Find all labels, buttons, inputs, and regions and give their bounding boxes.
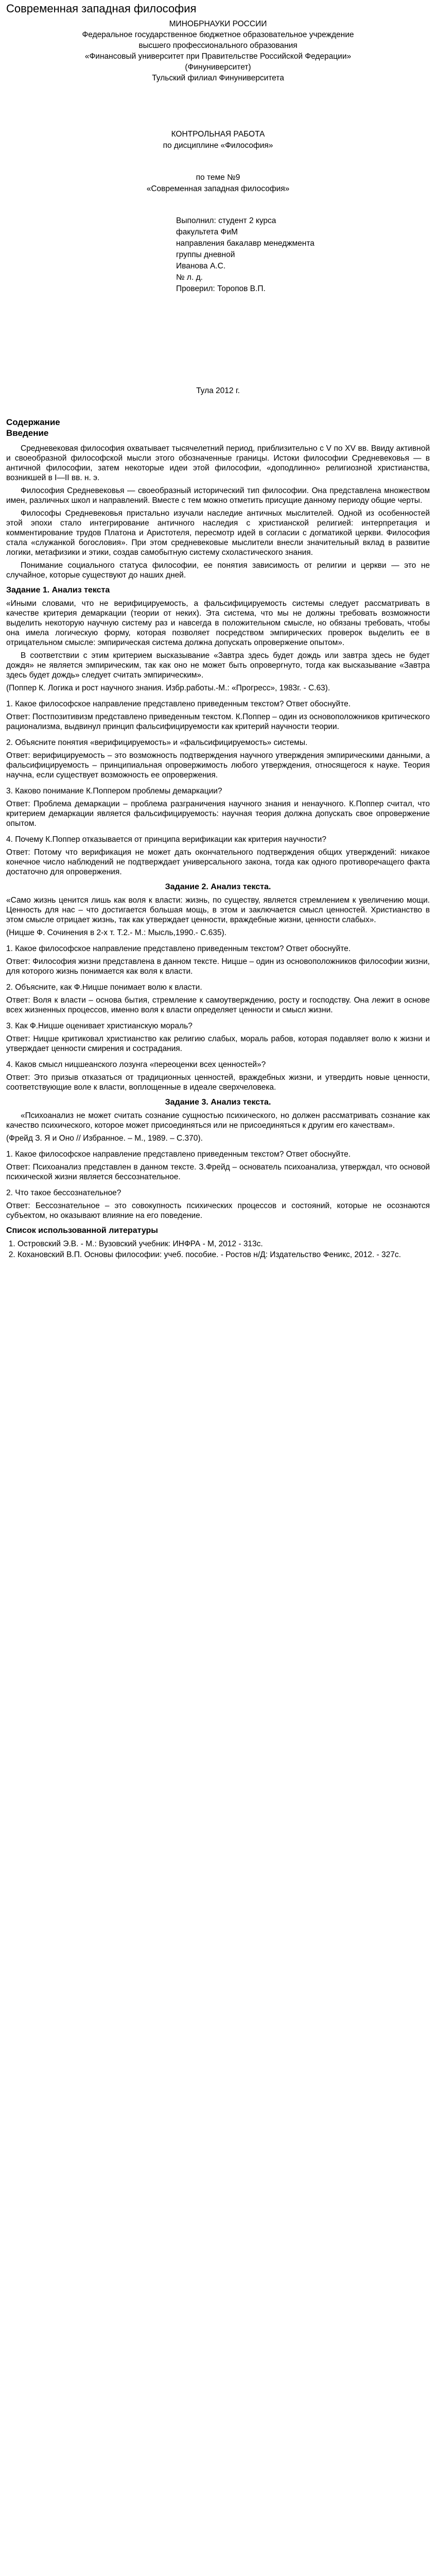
intro-heading: Введение <box>6 428 49 438</box>
student-line: № л. д. <box>176 273 203 282</box>
quote-paragraph: «Иными словами, что не верифицируемость, а фальсифицируемость системы следует рассматривать в качестве критерия демаркации (теории от неких). Эта система, что мы не должны требовать возможности выделить некоторую научную систему раз и навсегда в положительном смысле, но обязаны требовать, чтобы она имела логическую форму, которая позволяет посредством эмпирических проверок выделить ее в отрицательном смысле: эмпирическая система должна допускать опровержение опытом». <box>6 599 430 647</box>
answer: Ответ: Постпозитивизм представлено приведенным текстом. К.Поппер – один из основоположников критического рационализма, выдвинул принцип фальсифицируемости как критерий научности теории. <box>6 713 430 731</box>
document-title: Современная западная философия <box>6 2 197 15</box>
question: 4. Почему К.Поппер отказывается от принципа верификации как критерия научности? <box>6 835 326 844</box>
answer: Ответ: верифицируемость – это возможность подтверждения научного утверждения эмпирическими данными, а фальсифицируемость – принципиальная опровержимость любого утверждения, относящегося к науке. Теория научна, если существует возможность ее опровержения. <box>6 751 430 779</box>
title-page <box>6 19 430 417</box>
student-line: Выполнил: студент 2 курса <box>176 216 276 225</box>
answer: Ответ: Проблема демаркации – проблема разграничения научного знания и ненаучного. К.Поппер считал, что критерием демаркации является фальсифицируемость: научная теория должна допускать свое опровержение опытом. <box>6 800 430 828</box>
paragraph: Философия Средневековья — своеобразный исторический тип философии. Она представлена множеством имен, различных школ и направлений. Вместе с тем можно отметить присущие данному периоду общие черты. <box>6 486 430 505</box>
answer: Ответ: Потому что верификация не может дать окончательного подтверждения общих утверждений: никакое конечное число наблюдений не подтверждает универсального закона, тогда как одного противоречащего факта достаточно для опровержения. <box>6 848 430 876</box>
citation: (Поппер К. Логика и рост научного знания. Избр.работы.-М.: «Прогресс», 1983г. - С.63). <box>6 684 330 692</box>
paragraph: Средневековая философия охватывает тысячелетний период, приблизительно с V по XV вв. Ввиду активной и своеобразной философской мысли этого обозначенные границы. Истоки философии Средневековья — в античной философии, затем некоторые идеи этой философии, «доподлинно» религиозной христианства, возникшей в I—II вв. н. э. <box>6 444 430 482</box>
student-line: факультета ФиМ <box>176 228 238 236</box>
contents-heading: Содержание <box>6 417 60 427</box>
answer: Ответ: Психоанализ представлен в данном тексте. З.Фрейд – основатель психоанализа, утверждал, что основой психической жизни является бессознательное. <box>6 1163 430 1181</box>
task3-heading: Задание 3. Анализ текста. <box>165 1098 271 1107</box>
institution-line: высшего профессионального образования <box>138 41 298 50</box>
question: 1. Какое философское направление представлено приведенным текстом? Ответ обоснуйте. <box>6 1150 351 1159</box>
references-list <box>6 1239 430 1260</box>
question: 2. Объясните, как Ф.Ницше понимает волю к власти. <box>6 983 202 992</box>
institution-line: «Финансовый университет при Правительстве Российской Федерации» <box>84 52 352 61</box>
reference-item: 2. Кохановский В.П. Основы философии: учеб. пособие. - Ростов н/Д: Издательство Феникс, 2012. - 327с. <box>18 1250 430 1260</box>
question: 1. Какое философское направление представлено приведенным текстом? Ответ обоснуйте. <box>6 700 351 708</box>
citation: (Фрейд З. Я и Оно // Избранное. – М., 1989. – С.370). <box>6 1134 203 1143</box>
ministry-line: МИНОБРНАУКИ РОССИИ <box>169 20 267 28</box>
answer: Ответ: Бессознательное – это совокупность психических процессов и состояний, которые не осознаются субъектом, но оказывают влияние на его поведение. <box>6 1201 430 1220</box>
institution-line: Тульский филиал Финуниверситета <box>152 74 284 82</box>
paragraph: Философы Средневековья пристально изучали наследие античных мыслителей. Одной из особенностей этой эпохи стало интегрирование античного наследия с христианской религией: интерпретация и комментирование трудов Платона и Аристотеля, пересмотр идей в согласии с догматикой церкви. Философия стала «служанкой богословия». При этом средневековые мыслители внесли значительный вклад в развитие логики, метафизики и этики, создав самобытную систему схоластического знания. <box>6 509 430 557</box>
work-type: КОНТРОЛЬНАЯ РАБОТА <box>171 130 265 139</box>
topic-number: по теме №9 <box>196 173 240 182</box>
student-line: группы дневной <box>176 250 235 259</box>
question: 2. Объясните понятия «верифицируемость» и «фальсифицируемость» системы. <box>6 738 308 747</box>
student-line: направления бакалавр менеджмента <box>176 239 315 248</box>
institution-line: (Финуниверситет) <box>185 63 251 72</box>
question: 1. Какое философское направление представлено приведенным текстом? Ответ обоснуйте. <box>6 944 351 953</box>
document-body <box>6 417 430 1260</box>
question: 3. Как Ф.Ницше оценивает христианскую мораль? <box>6 1022 193 1030</box>
answer: Ответ: Это призыв отказаться от традиционных ценностей, враждебных жизни, и утвердить новые ценности, соответствующие воле к власти, воплощенные в идеале сверхчеловека. <box>6 1073 430 1092</box>
discipline: по дисциплине «Философия» <box>163 141 273 150</box>
reference-item: 1. Островский Э.В. - М.: Вузовский учебник: ИНФРА - М, 2012 - 313с. <box>18 1239 430 1249</box>
question: 4. Каков смысл ницшеанского лозунга «переоценки всех ценностей»? <box>6 1060 266 1069</box>
question: 3. Каково понимание К.Поппером проблемы демаркации? <box>6 787 222 795</box>
student-info <box>6 215 430 295</box>
answer: Ответ: Ницше критиковал христианство как религию слабых, мораль рабов, которая подавляет волю к жизни и утверждает ценности смирения и сострадания. <box>6 1035 430 1053</box>
student-line: Иванова А.С. <box>176 262 226 270</box>
answer: Ответ: Философия жизни представлена в данном тексте. Ницше – один из основоположников философии жизни, для которого жизнь понимается как воля к власти. <box>6 957 430 976</box>
city-year: Тула 2012 г. <box>196 386 240 395</box>
quote-paragraph: «Психоанализ не может считать сознание сущностью психического, но должен рассматривать сознание как качество психического, которое может присоединяться или не присоединяться к другим его качествам». <box>6 1111 430 1130</box>
student-line: Проверил: Торопов В.П. <box>176 284 266 293</box>
references-heading: Список использованной литературы <box>6 1226 158 1235</box>
task2-heading: Задание 2. Анализ текста. <box>165 883 271 891</box>
answer: Ответ: Воля к власти – основа бытия, стремление к самоутверждению, росту и господству. Она лежит в основе всех жизненных процессов, именно воля к власти определяет ценности и смысл жизни. <box>6 996 430 1014</box>
citation: (Ницше Ф. Сочинения в 2-х т. Т.2.- М.: Мысль,1990.- С.635). <box>6 928 226 937</box>
work-info <box>6 129 430 195</box>
task1-heading: Задание 1. Анализ текста <box>6 586 110 595</box>
topic-title: «Современная западная философия» <box>146 184 290 193</box>
institution-block <box>6 19 430 83</box>
question: 2. Что такое бессознательное? <box>6 1189 121 1197</box>
institution-line: Федеральное государственное бюджетное образовательное учреждение <box>82 30 354 39</box>
paragraph: Понимание социального статуса философии, ее понятия зависимость от религии и церкви — это не случайное, которые существуют до наших дней. <box>6 561 430 580</box>
quote-paragraph: «Само жизнь ценится лишь как воля к власти: жизнь, по существу, является стремлением к увеличению мощи. Ценность для нас – что достигается большая мощь, в этом и заключается смысл ценностей. Христианство в этом смысле отрицает жизнь, так как утверждает ценности, враждебные жизни, ценности слабых». <box>6 896 430 924</box>
quote-paragraph: В соответствии с этим критерием высказывание «Завтра здесь будет дождь или завтра здесь не будет дождя» не является эмпирическим, так как оно не может быть опровергнуто, тогда как высказывание «Завтра здесь будет дождь» следует считать эмпирическим». <box>6 651 430 680</box>
